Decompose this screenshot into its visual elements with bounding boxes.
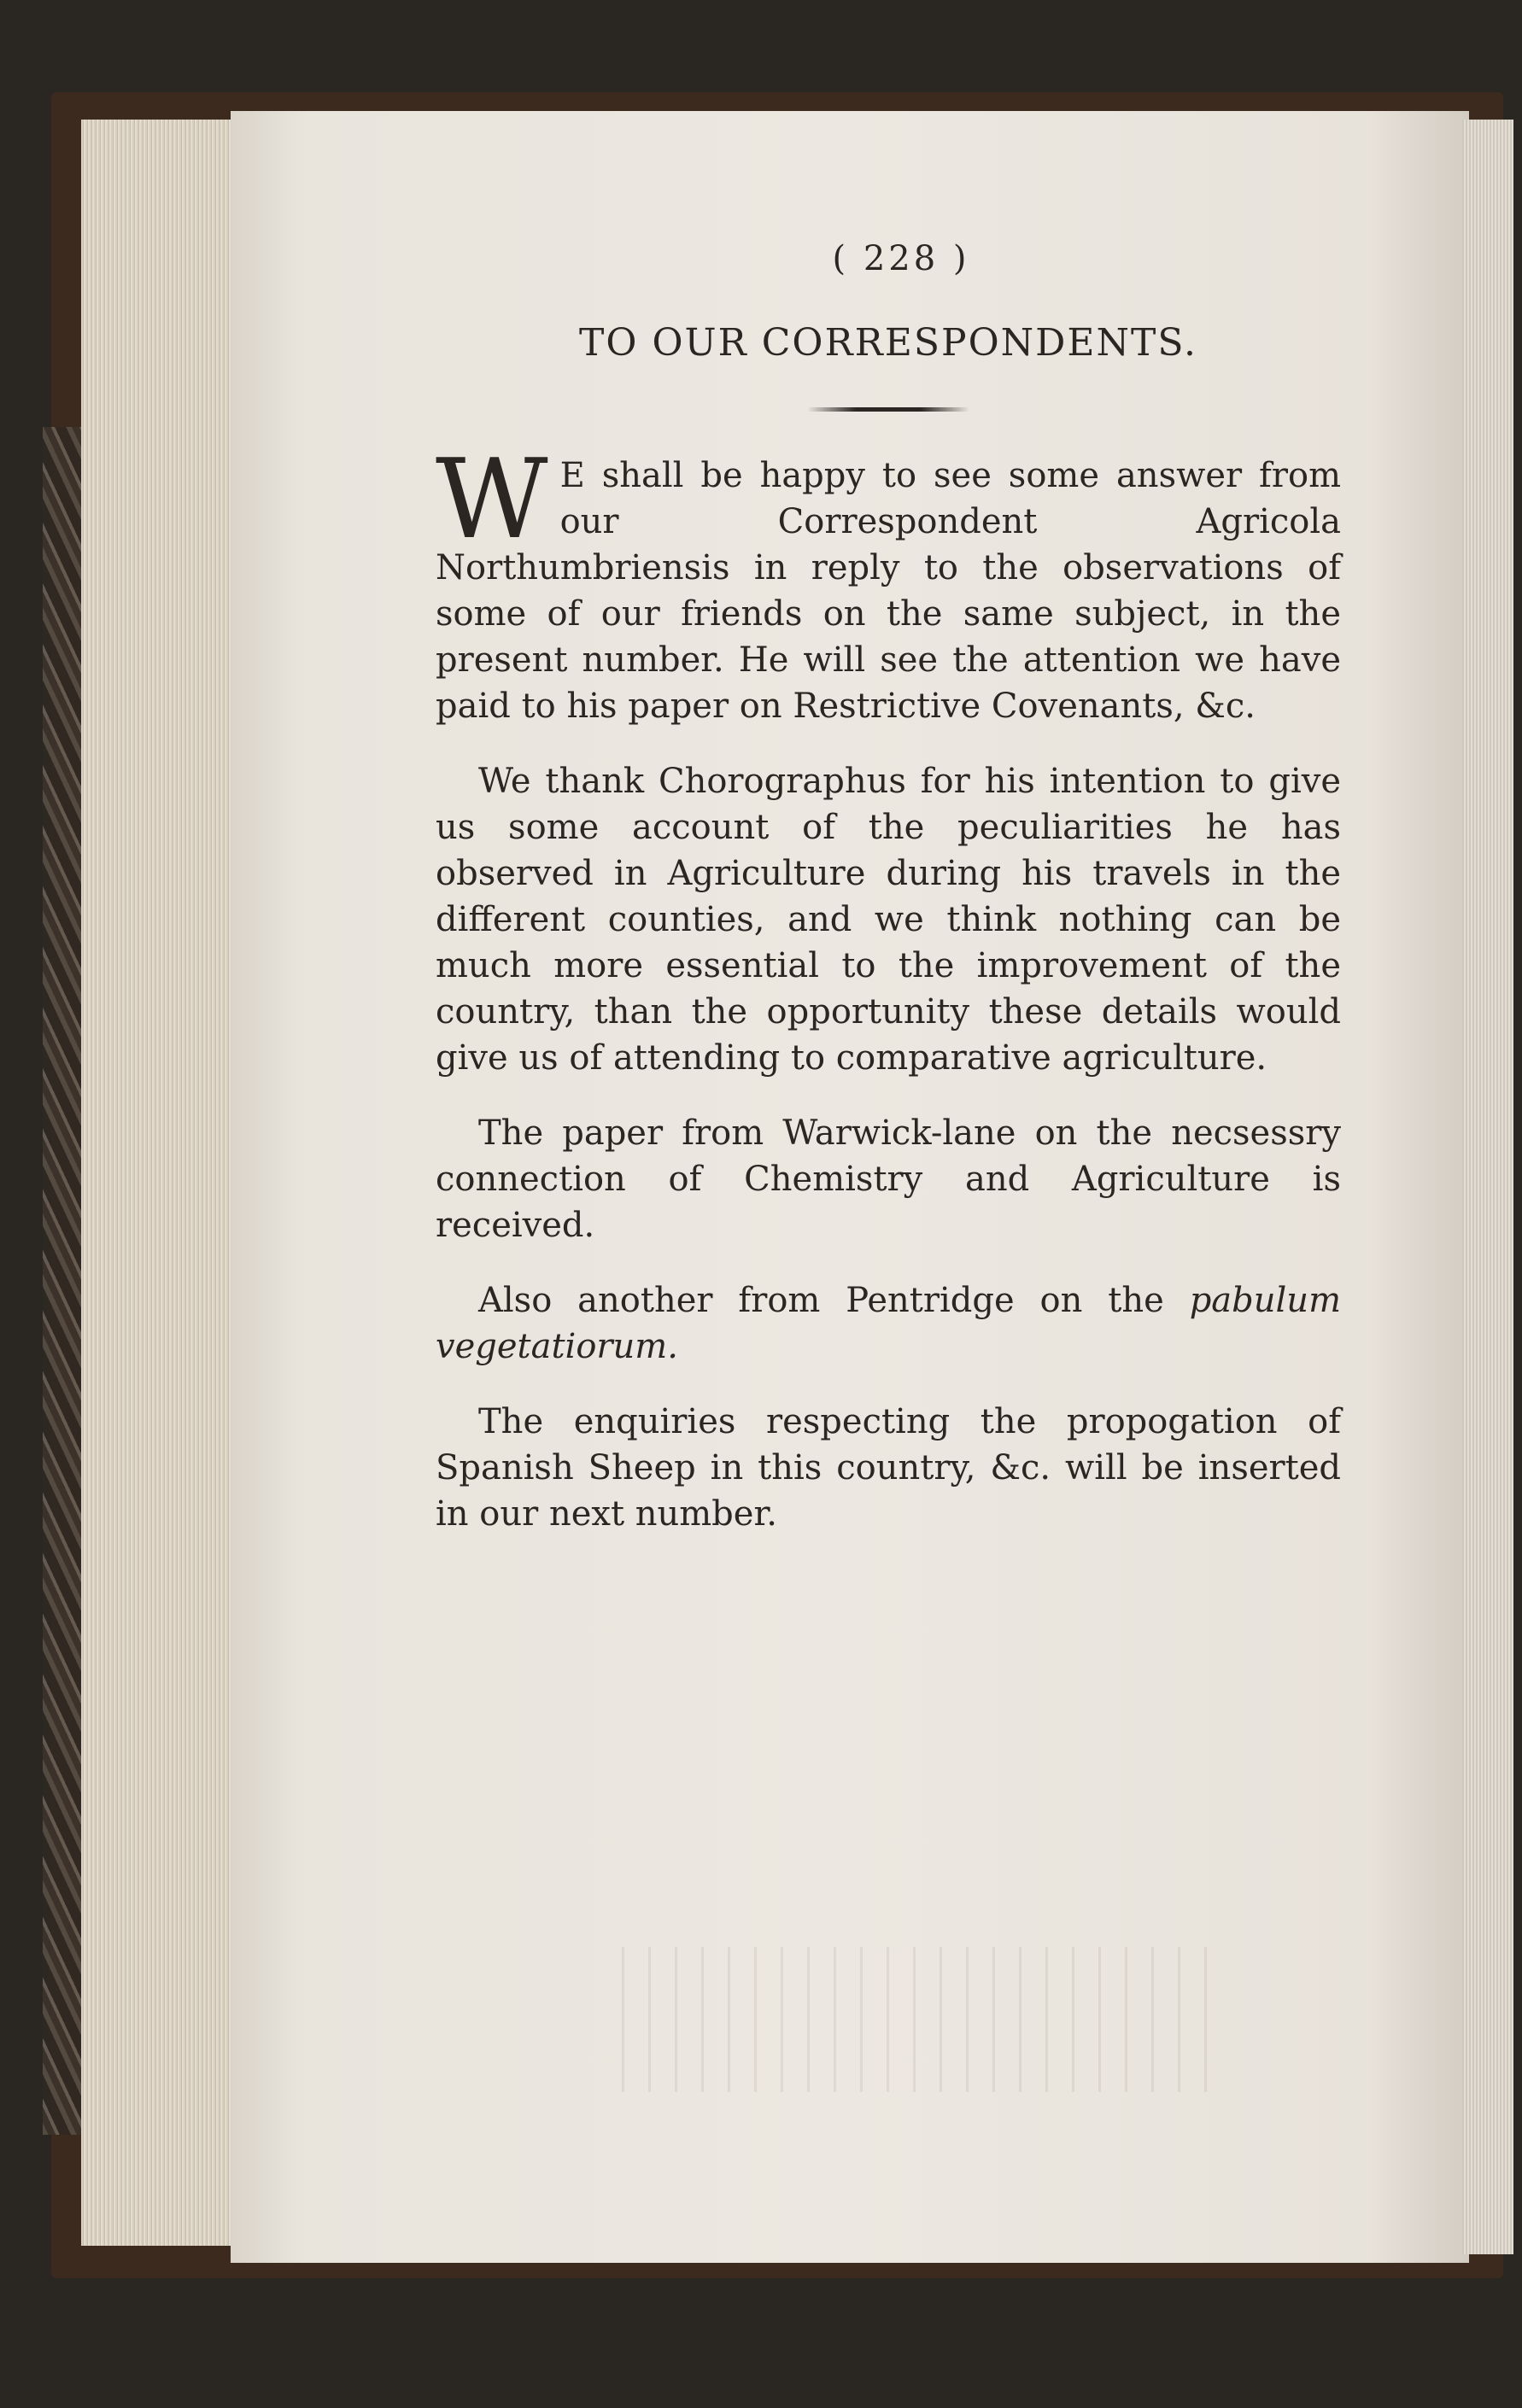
paragraph-text: Also another from Pentridge on the	[478, 1281, 1190, 1320]
paragraph-2	[436, 758, 1341, 1081]
paragraph-5	[436, 1399, 1341, 1537]
page-text	[436, 239, 1341, 1566]
paragraph-text: E shall be happy to see some answer from our Correspondent Agricola Northumbriensis in reply to the observations of some of our friends on the same subject, in the present number. He will see the attention we have paid to his paper on Restrictive Covenants, &c.	[436, 456, 1341, 726]
ornamental-rule	[807, 407, 969, 412]
paragraph-text: The enquiries respecting the propogation of Spanish Sheep in this country, &c. will be inserted in our next number.	[436, 1402, 1341, 1534]
page-edges-right	[1462, 120, 1513, 2254]
show-through	[598, 1947, 1213, 2092]
drop-cap: W	[436, 436, 548, 564]
paragraph-4	[436, 1277, 1341, 1370]
paragraph-3	[436, 1110, 1341, 1248]
latin-phrase: pabulum vegetatiorum.	[436, 1281, 1341, 1366]
paragraph-text: The paper from Warwick-lane on the necsessry connection of Chemistry and Agriculture is received.	[436, 1113, 1341, 1245]
page-heading: TO OUR CORRESPONDENTS.	[579, 321, 1197, 365]
paragraph-1	[436, 436, 1341, 729]
paragraph-text: We thank Chorographus for his intention to give us some account of the peculiarities he has observed in Agriculture during his travels in the different counties, and we think nothing can be much more essential to the improvement of the country, than the opportunity these details would give us of attending to comparative agriculture.	[436, 762, 1341, 1078]
page-number: ( 228 )	[832, 239, 970, 278]
page-edges-left	[81, 120, 243, 2246]
